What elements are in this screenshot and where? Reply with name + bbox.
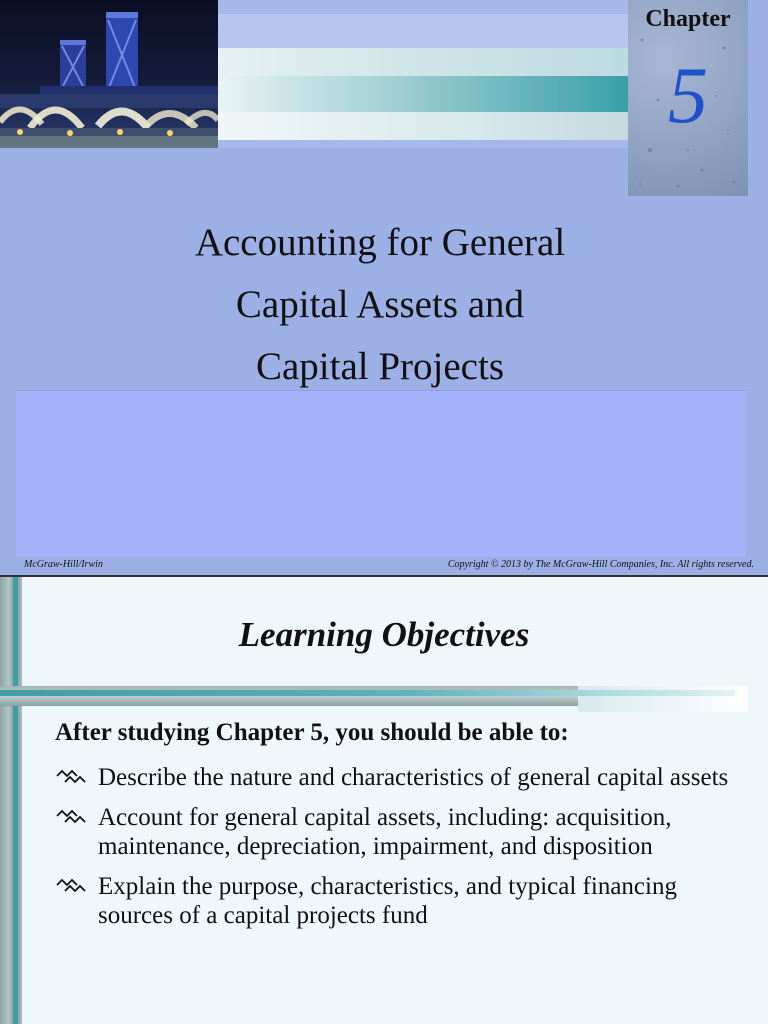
wave-bullet-icon (55, 767, 87, 785)
chapter-label: Chapter (645, 6, 731, 32)
teal-horizontal-line (0, 690, 735, 696)
wave-bullet-icon (55, 807, 87, 825)
list-item (55, 763, 735, 792)
title-line: Capital Assets and (235, 283, 525, 326)
objectives-slide (0, 577, 768, 1024)
objective-text: Describe the nature and characteristics of general capital assets (98, 764, 729, 791)
publisher-footer: McGraw-Hill/Irwin (24, 559, 103, 570)
objective-text: Explain the purpose, characteristics, and typical financing sources of a capital projects fund (98, 873, 677, 929)
chapter-number: 5 (668, 52, 708, 140)
chapter-badge (628, 0, 748, 196)
objectives-list (55, 763, 735, 941)
title-line: Accounting for General (194, 221, 566, 264)
title-underline-bar (0, 686, 578, 706)
slide-title (60, 212, 700, 398)
header-stripe-teal (218, 76, 628, 112)
list-item (55, 872, 735, 930)
header-stripe (218, 14, 628, 48)
objective-text: Account for general capital assets, including: acquisition, maintenance, depreciation, impairment, and disposition (98, 804, 672, 860)
list-item (55, 803, 735, 861)
bridge-fountain-photo (0, 0, 218, 148)
lower-panel (16, 390, 746, 557)
header-stripe (218, 48, 628, 76)
intro-text: After studying Chapter 5, you should be able to: (55, 719, 569, 746)
copyright-footer: Copyright © 2013 by The McGraw-Hill Companies, Inc. All rights reserved. (447, 559, 754, 570)
title-line: Capital Projects (255, 345, 505, 388)
slide-heading: Learning Objectives (238, 615, 530, 654)
header-stripe (218, 112, 628, 140)
wave-bullet-icon (55, 876, 87, 894)
